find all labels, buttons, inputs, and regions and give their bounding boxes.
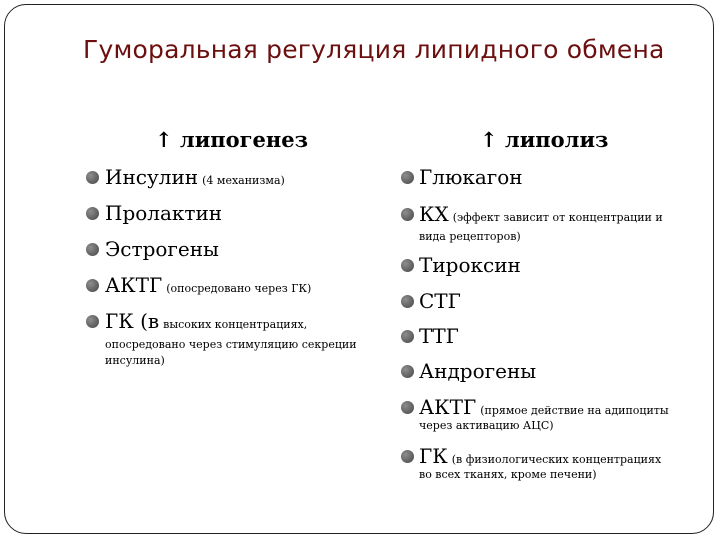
bullet-icon xyxy=(86,243,99,256)
bullet-icon xyxy=(401,450,414,463)
list-item-gc-right: ГК (в физиологических концентрациях xyxy=(419,444,662,468)
list-item-androgens: Андрогены xyxy=(419,359,537,383)
slide-frame xyxy=(4,4,714,534)
list-item-glucagon: Глюкагон xyxy=(419,165,523,189)
bullet-icon xyxy=(401,330,414,343)
list-item-prolactin: Пролактин xyxy=(105,201,223,225)
bullet-icon xyxy=(86,279,99,292)
list-item-catecholamines: КХ (эффект зависит от концентрации и xyxy=(419,202,663,226)
bullet-icon xyxy=(86,171,99,184)
bullet-icon xyxy=(401,171,414,184)
list-item-estrogens: Эстрогены xyxy=(105,237,219,261)
bullet-icon xyxy=(86,315,99,328)
lipolysis-header: ↑ липолиз xyxy=(480,127,609,152)
bullet-icon xyxy=(401,259,414,272)
list-item-acth-right: АКТГ (прямое действие на адипоциты xyxy=(419,395,669,419)
bullet-icon xyxy=(401,295,414,308)
bullet-icon xyxy=(401,365,414,378)
lipogenesis-header: ↑ липогенез xyxy=(155,127,309,152)
catecholamines-note-line-2: вида рецепторов) xyxy=(419,230,521,243)
list-item-gh: СТГ xyxy=(419,289,461,313)
list-item-gc: ГК (в высоких концентрациях, xyxy=(105,309,308,333)
gc-note-line-3: инсулина) xyxy=(105,354,165,367)
gc-note-line-2: опосредовано через стимуляцию секреции xyxy=(105,338,357,351)
list-item-acth: АКТГ (опосредовано через ГК) xyxy=(105,273,312,297)
list-item-tsh: ТТГ xyxy=(419,324,459,348)
list-item-thyroxine: Тироксин xyxy=(419,253,521,277)
bullet-icon xyxy=(401,208,414,221)
bullet-icon xyxy=(86,207,99,220)
gc-right-note-line-2: во всех тканях, кроме печени) xyxy=(419,468,597,481)
bullet-icon xyxy=(401,401,414,414)
slide-title: Гуморальная регуляция липидного обмена xyxy=(83,35,665,64)
list-item-insulin: Инсулин (4 механизма) xyxy=(105,165,285,189)
acth-note-line-2: через активацию АЦС) xyxy=(419,419,554,432)
